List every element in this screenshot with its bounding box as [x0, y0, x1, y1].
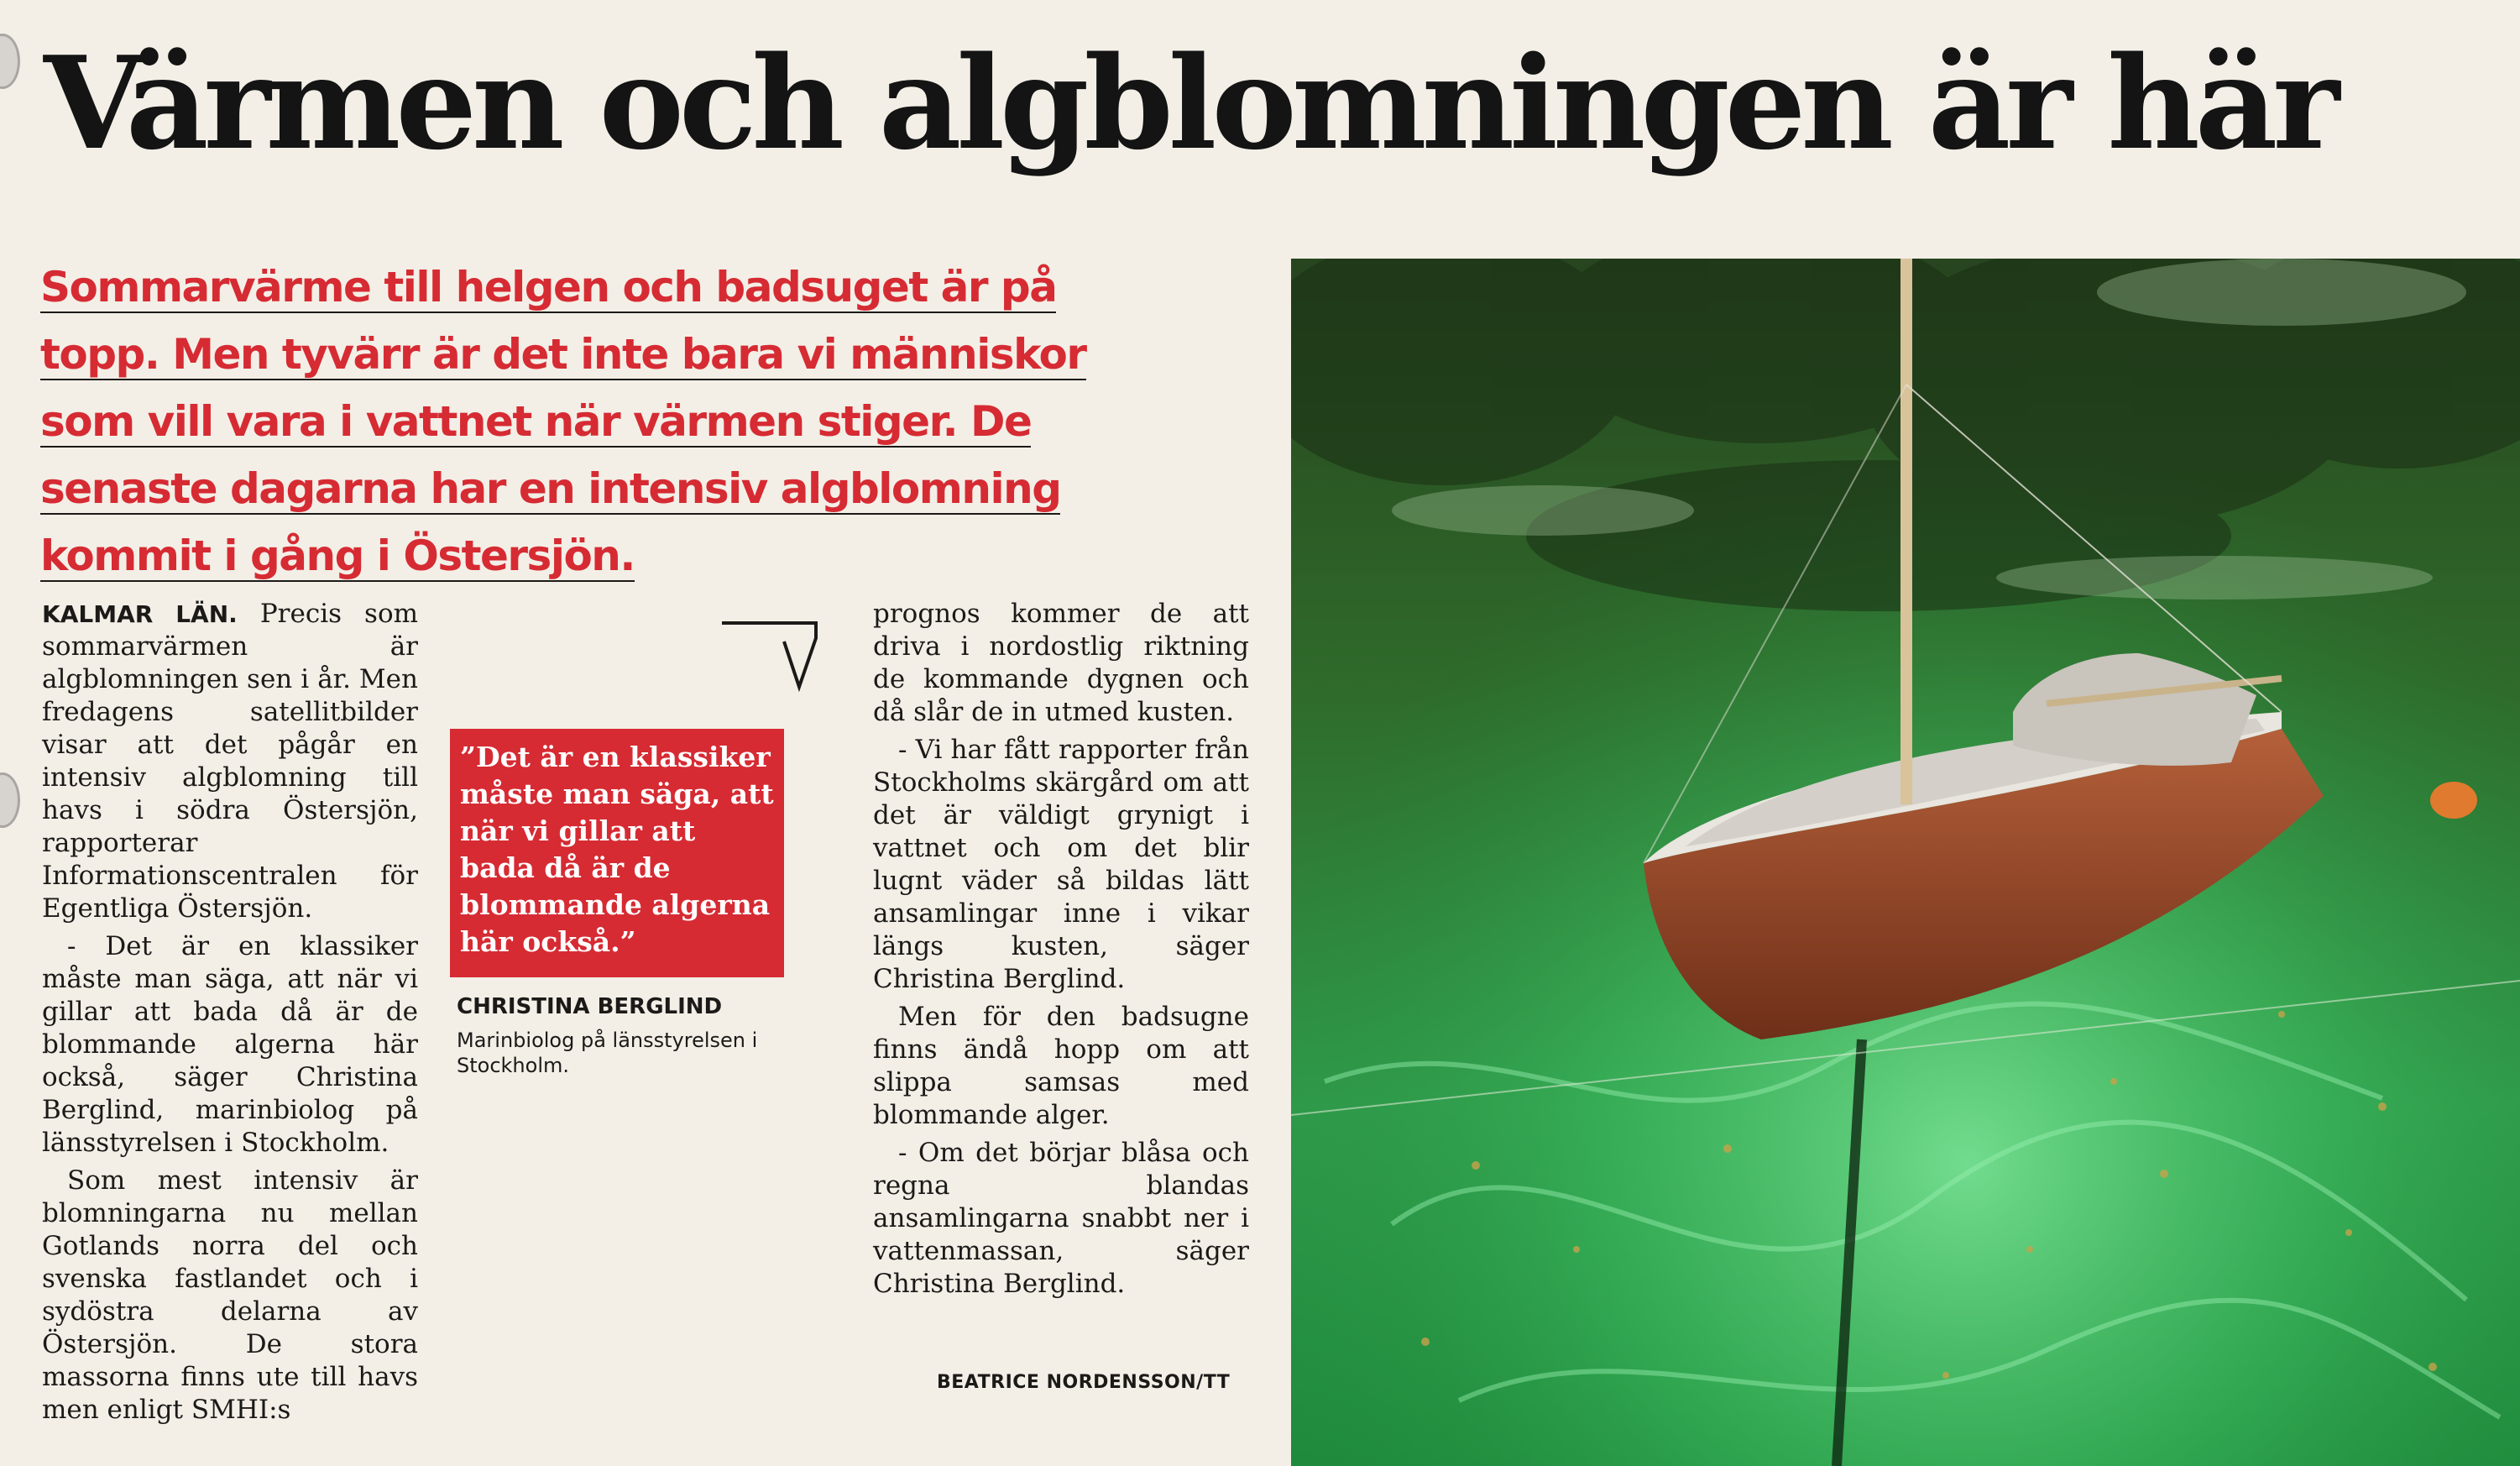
article-column-2 — [873, 598, 1249, 1306]
pull-quote-text: ”Det är en klassiker måste man säga, att när vi gillar att bada då är de blommande algerna här också.” — [460, 741, 774, 958]
ingress-line: senaste dagarna har en intensiv algblomning — [40, 464, 1061, 513]
pull-quote-name: CHRISTINA BERGLIND — [457, 994, 723, 1019]
binder-ring-bottom — [0, 772, 20, 828]
article-paragraph: - Om det börjar blåsa och regna blandas ansamlingarna snabbt ner i vattenmassan, säger Christina Berglind. — [873, 1138, 1249, 1299]
ingress-line: topp. Men tyvärr är det inte bara vi människor — [40, 330, 1086, 379]
binder-ring-top — [0, 34, 20, 89]
article-paragraph — [42, 598, 418, 925]
dateline: KALMAR LÄN. — [42, 600, 238, 628]
article-paragraph: Som mest intensiv är blomningarna nu mellan Gotlands norra del och svenska fastlandet och i sydöstra delarna av Östersjön. De stora massorna finns ute till havs men enligt SMHI:s — [42, 1165, 418, 1425]
ingress-line: som vill vara i vattnet när värmen stiger. De — [40, 397, 1032, 446]
article-column-1 — [42, 598, 418, 1432]
article-paragraph: - Vi har fått rapporter från Stockholms skärgård om att det är väldigt grynigt i vattnet och om det blir lugnt väder så bildas lätt ansamlingar inne i vikar längs kusten, säger Christina Berglind. — [873, 735, 1249, 994]
ingress-line: kommit i gång i Östersjön. — [40, 531, 635, 580]
ingress — [40, 254, 1249, 589]
article-paragraph: Men för den badsugne finns ändå hopp om att slippa samsas med blommande alger. — [873, 1002, 1249, 1130]
article-paragraph: - Det är en klassiker måste man säga, att när vi gillar att bada då är de blommande algerna här också, säger Christina Berglind, marinbiolog på länsstyrelsen i Stockholm. — [42, 931, 418, 1158]
pull-quote-title: Marinbiolog på länsstyrelsen i Stockholm. — [457, 1029, 758, 1077]
paragraph-text: Precis som sommarvärmen är algblomningen sen i år. Men fredagens satellitbilder visar att det pågår en intensiv algblomning till havs i södra Östersjön, rapporterar Informationscentralen för Egentliga Östersjön. — [42, 599, 418, 924]
article-paragraph: prognos kommer de att driva i nordostlig riktning de kommande dygnen och då slår de in utmed kusten. — [873, 599, 1249, 727]
sailboat-in-algae-illustration — [1291, 259, 2520, 1466]
article-photo — [1291, 259, 2520, 1466]
headline: Värmen och algblomningen är här — [44, 28, 2335, 178]
speech-bubble-icon — [722, 620, 823, 695]
ingress-line: Sommarvärme till helgen och badsuget är på — [40, 263, 1057, 312]
byline: BEATRICE NORDENSSON/TT — [937, 1372, 1231, 1393]
